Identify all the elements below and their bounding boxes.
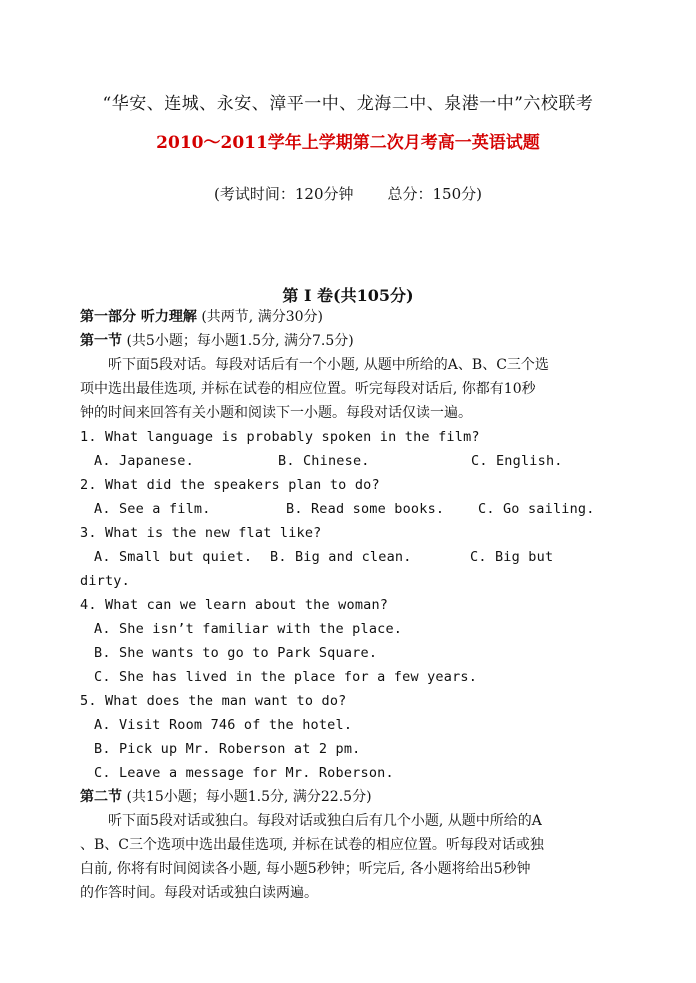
option-b: B. She wants to go to Park Square. — [94, 645, 378, 661]
section1-heading-line — [80, 329, 620, 353]
options-3 — [80, 545, 620, 569]
section1-instructions — [80, 353, 620, 425]
options-2 — [80, 497, 620, 521]
instruction-line: 钟的时间来回答有关小题和阅读下一小题。每段对话仅读一遍。 — [80, 405, 472, 421]
instruction-line: 、B、C三个选项中选出最佳选项, 并标在试卷的相应位置。听每段对话或独 — [80, 837, 544, 853]
section2-instructions — [80, 809, 620, 905]
option-a: A. Japanese. — [94, 453, 194, 469]
option-a: A. See a film. — [94, 501, 211, 517]
instruction-line: 听下面5段对话或独白。每段对话或独白后有几个小题, 从题中所给的A — [108, 813, 542, 829]
question-5: 5. What does the man want to do? — [80, 693, 347, 709]
exam-title: 2010～2011学年上学期第二次月考高一英语试题 — [156, 133, 540, 153]
exam-time: (考试时间：120分钟 — [214, 185, 354, 203]
part1-note: (共两节, 满分30分) — [201, 309, 323, 325]
option-b: B. Big and clean. — [270, 549, 412, 565]
section2-heading: 第二节 — [80, 789, 122, 805]
part1-heading-line — [80, 305, 620, 329]
question-3: 3. What is the new flat like? — [80, 525, 322, 541]
option-c: C. She has lived in the place for a few years. — [94, 669, 478, 685]
instruction-line: 听下面5段对话。每段对话后有一个小题, 从题中所给的A、B、C三个选 — [108, 357, 549, 373]
volume-title: 第 I 卷(共105分) — [282, 286, 414, 305]
question-4: 4. What can we learn about the woman? — [80, 597, 389, 613]
option-c: C. English. — [471, 453, 563, 469]
option-a: A. She isn’t familiar with the place. — [94, 621, 403, 637]
option-a: A. Small but quiet. — [94, 549, 253, 565]
exam-info — [0, 183, 696, 204]
section1-heading: 第一节 — [80, 333, 122, 349]
question-2: 2. What did the speakers plan to do? — [80, 477, 380, 493]
exam-total: 总分：150分) — [387, 185, 482, 203]
option-c: C. Leave a message for Mr. Roberson. — [94, 765, 394, 781]
content — [80, 305, 620, 905]
options-1 — [80, 449, 620, 473]
section2-heading-line — [80, 785, 620, 809]
option-a: A. Visit Room 746 of the hotel. — [94, 717, 353, 733]
schools-header: “华安、连城、永安、漳平一中、龙海二中、泉港一中”六校联考 — [102, 94, 594, 114]
question-1: 1. What language is probably spoken in the film? — [80, 429, 480, 445]
section2-note: (共15小题；每小题1.5分, 满分22.5分) — [126, 789, 372, 805]
option-b: B. Pick up Mr. Roberson at 2 pm. — [94, 741, 361, 757]
part1-heading: 第一部分 听力理解 — [80, 309, 197, 325]
option-b: B. Read some books. — [286, 501, 445, 517]
option-c: C. Go sailing. — [478, 501, 595, 517]
instruction-line: 项中选出最佳选项, 并标在试卷的相应位置。听完每段对话后, 你都有10秒 — [80, 381, 536, 397]
instruction-line: 的作答时间。每段对话或独白读两遍。 — [80, 885, 318, 901]
option-c-continued: dirty. — [80, 573, 130, 589]
option-c: C. Big but — [470, 549, 554, 565]
option-b: B. Chinese. — [278, 453, 370, 469]
section1-note: (共5小题；每小题1.5分, 满分7.5分) — [126, 333, 354, 349]
instruction-line: 白前, 你将有时间阅读各小题, 每小题5秒钟；听完后, 各小题将给出5秒钟 — [80, 861, 531, 877]
